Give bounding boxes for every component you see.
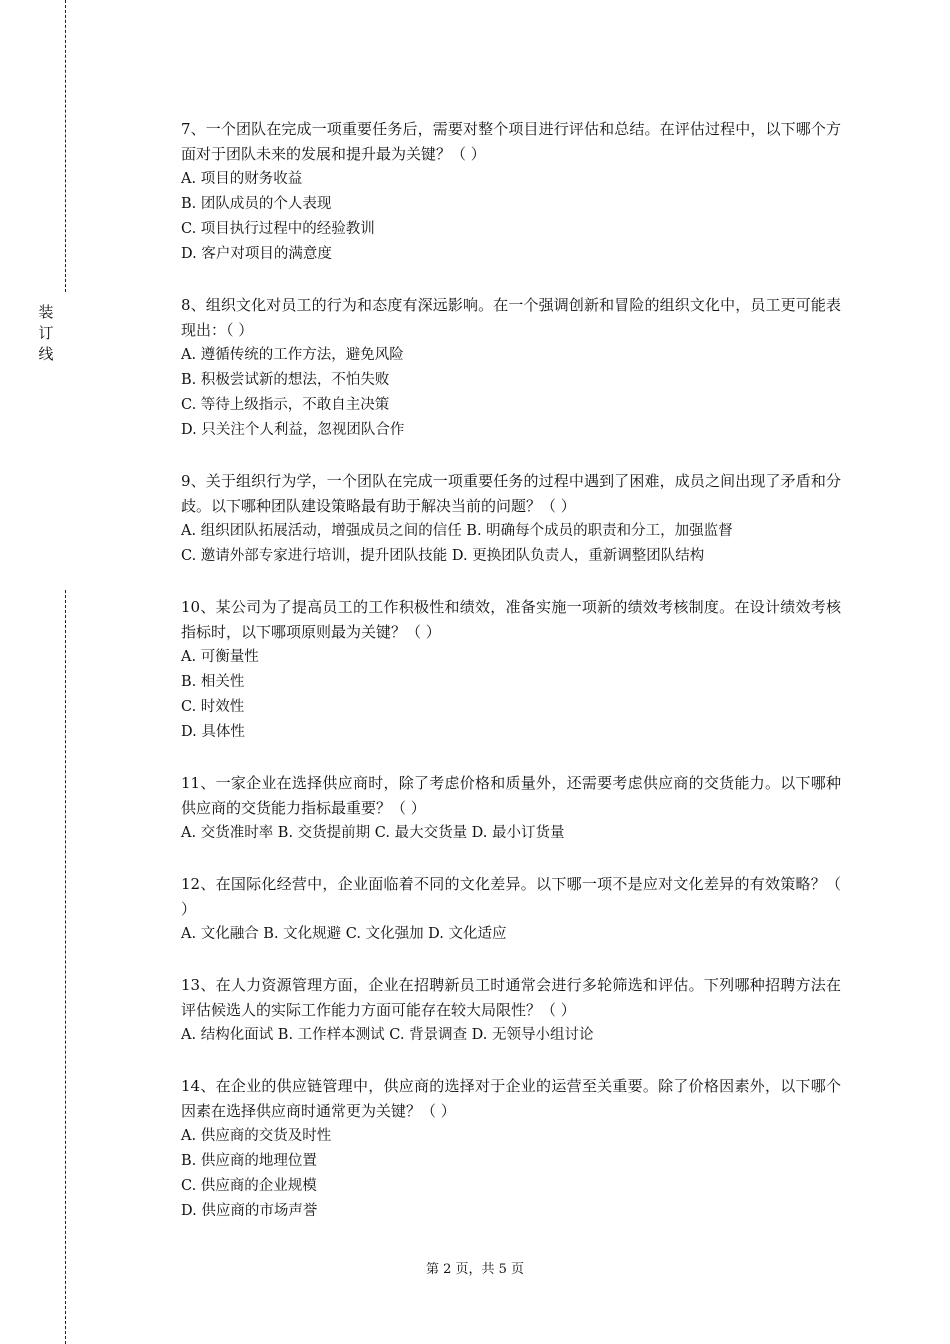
- binding-line-top: [65, 0, 66, 292]
- binding-char: 订: [38, 324, 54, 342]
- option-c: C. 等待上级指示，不敢自主决策: [181, 397, 390, 413]
- question-stem: 13、在人力资源管理方面，企业在招聘新员工时通常会进行多轮筛选和评估。下列哪种招聘方法在评估候选人的实际工作能力方面可能存在较大局限性？（ ）: [181, 976, 841, 1019]
- question-stem: 10、某公司为了提高员工的工作积极性和绩效，准备实施一项新的绩效考核制度。在设计绩效考核指标时，以下哪项原则最为关键？（ ）: [181, 598, 841, 641]
- option-a: A. 项目的财务收益: [181, 171, 303, 187]
- question-14: [181, 1074, 841, 1224]
- option-line-ab: A. 组织团队拓展活动，增强成员之间的信任 B. 明确每个成员的职责和分工，加强监督: [181, 523, 733, 539]
- option-b: B. 供应商的地理位置: [181, 1153, 317, 1169]
- question-stem: 14、在企业的供应链管理中，供应商的选择对于企业的运营至关重要。除了价格因素外，以下哪个因素在选择供应商时通常更为关键？（ ）: [181, 1077, 841, 1120]
- option-c: C. 项目执行过程中的经验教训: [181, 221, 375, 237]
- question-8: [181, 293, 841, 443]
- question-11: [181, 771, 841, 846]
- option-d: D. 只关注个人利益，忽视团队合作: [181, 422, 405, 438]
- option-d: D. 具体性: [181, 724, 245, 740]
- question-12: [181, 872, 841, 947]
- question-stem: 12、在国际化经营中，企业面临着不同的文化差异。以下哪一项不是应对文化差异的有效策略？（ ）: [181, 875, 841, 918]
- option-line: A. 结构化面试 B. 工作样本测试 C. 背景调查 D. 无领导小组讨论: [181, 1027, 594, 1043]
- question-9: [181, 469, 841, 569]
- question-stem: 7、一个团队在完成一项重要任务后，需要对整个项目进行评估和总结。在评估过程中，以下哪个方面对于团队未来的发展和提升最为关键？（ ）: [181, 120, 841, 163]
- question-7: [181, 117, 841, 267]
- question-10: [181, 595, 841, 745]
- binding-char: 装: [38, 303, 54, 321]
- question-stem: 11、一家企业在选择供应商时，除了考虑价格和质量外，还需要考虑供应商的交货能力。以下哪种供应商的交货能力指标最重要？（ ）: [181, 774, 841, 817]
- option-line: A. 交货准时率 B. 交货提前期 C. 最大交货量 D. 最小订货量: [181, 825, 565, 841]
- question-stem: 9、关于组织行为学，一个团队在完成一项重要任务的过程中遇到了困难，成员之间出现了矛盾和分歧。以下哪种团队建设策略最有助于解决当前的问题？（ ）: [181, 472, 841, 515]
- page-number: 第 2 页，共 5 页: [425, 1262, 525, 1277]
- option-d: D. 供应商的市场声誉: [181, 1203, 318, 1219]
- option-line: A. 文化融合 B. 文化规避 C. 文化强加 D. 文化适应: [181, 926, 507, 942]
- option-a: A. 遵循传统的工作方法，避免风险: [181, 347, 404, 363]
- option-c: C. 时效性: [181, 699, 245, 715]
- option-b: B. 团队成员的个人表现: [181, 196, 332, 212]
- binding-char: 线: [38, 345, 54, 363]
- option-line-cd: C. 邀请外部专家进行培训，提升团队技能 D. 更换团队负责人，重新调整团队结构: [181, 548, 705, 564]
- binding-label: [36, 302, 56, 365]
- option-a: A. 供应商的交货及时性: [181, 1128, 332, 1144]
- question-13: [181, 973, 841, 1048]
- question-stem: 8、组织文化对员工的行为和态度有深远影响。在一个强调创新和冒险的组织文化中，员工更可能表现出：（ ）: [181, 296, 841, 339]
- binding-line-bottom: [65, 590, 66, 1344]
- option-a: A. 可衡量性: [181, 649, 259, 665]
- option-d: D. 客户对项目的满意度: [181, 246, 332, 262]
- option-b: B. 积极尝试新的想法，不怕失败: [181, 372, 390, 388]
- option-b: B. 相关性: [181, 674, 245, 690]
- option-c: C. 供应商的企业规模: [181, 1178, 317, 1194]
- question-list: [181, 117, 841, 1250]
